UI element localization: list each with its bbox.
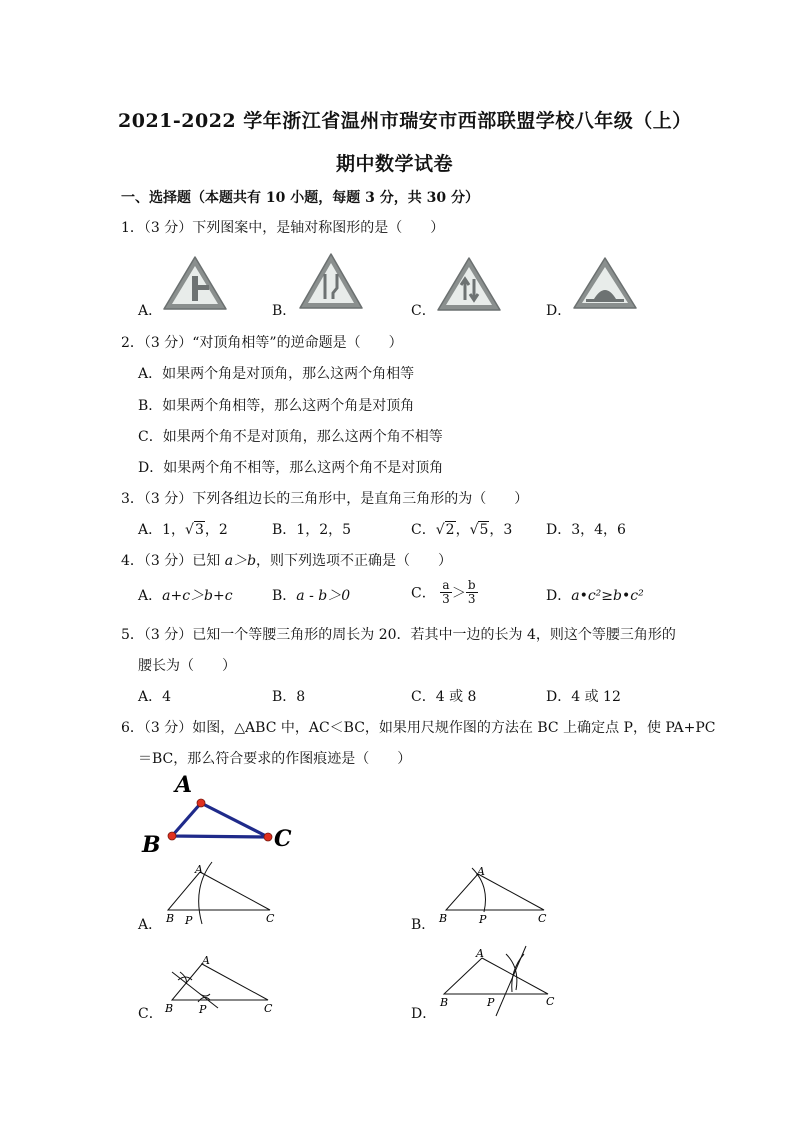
q6-option-d: D． <box>411 1006 437 1022</box>
fig-a-label-b: B <box>166 912 175 925</box>
q1-option-c: C． <box>411 303 436 319</box>
q4-a-expr: a+c＞b+c <box>162 588 233 604</box>
q3-a-suffix: ，2 <box>204 522 228 538</box>
fig-a-label-p: P <box>185 914 193 927</box>
q3-c-radicand2: 5 <box>479 522 489 538</box>
fig-d-label-a: A <box>476 947 484 960</box>
q5-option-a: A．4 <box>138 689 172 705</box>
traffic-sign-a-icon <box>162 255 228 311</box>
q5-stem-line1: 5．（3 分）已知一个等腰三角形的周长为 20．若其中一边的长为 4，则这个等腰三角形的 <box>121 627 676 643</box>
q4-c-num2: b <box>467 578 476 592</box>
q4-option-b <box>272 585 350 605</box>
q3-c-sep: ， <box>455 522 470 538</box>
q3-option-b: B．1，2，5 <box>272 522 352 538</box>
sqrt-symbol: √5 <box>469 522 489 538</box>
q6-option-c: C． <box>138 1006 163 1022</box>
q4-stem-condition: a＞b <box>224 553 257 569</box>
fig-c-label-c: C <box>264 1002 273 1015</box>
q4-a-label: A． <box>138 588 163 604</box>
q2-option-d: D．如果两个角不相等，那么这两个角不是对顶角 <box>138 460 444 476</box>
q3-c-suffix: ，3 <box>489 522 513 538</box>
section-heading: 一、选择题（本题共有 10 小题，每题 3 分，共 30 分） <box>121 190 479 206</box>
fraction-a-over-3 <box>440 579 452 606</box>
fraction-b-over-3 <box>466 579 478 606</box>
sqrt-symbol: √3 <box>185 522 204 538</box>
fig-c-label-b: B <box>165 1002 174 1015</box>
q4-c-den2: 3 <box>467 592 476 606</box>
q3-stem: 3．（3 分）下列各组边长的三角形中，是直角三角形的为（ ） <box>121 491 529 507</box>
fig-c-label-p: P <box>199 1003 207 1016</box>
fig-d-label-b: B <box>440 996 449 1009</box>
q3-a-prefix: A．1， <box>138 522 186 538</box>
q2-option-c: C．如果两个角不是对顶角，那么这两个角不相等 <box>138 429 443 445</box>
construction-a-figure <box>160 860 290 930</box>
q3-option-c <box>411 519 512 539</box>
q5-option-b: B．8 <box>272 689 306 705</box>
fig-c-label-a: A <box>202 954 210 967</box>
construction-b-figure <box>434 860 564 930</box>
q4-d-label: D． <box>546 588 572 604</box>
fig-b-label-c: C <box>538 912 547 925</box>
q5-option-c: C．4 或 8 <box>411 689 477 705</box>
q3-c-prefix: C． <box>411 522 436 538</box>
q3-c-radicand1: 2 <box>445 522 455 538</box>
fig-b-label-b: B <box>439 912 448 925</box>
traffic-sign-c-icon <box>436 256 502 312</box>
construction-d-figure <box>434 940 564 1020</box>
vertex-label-c: C <box>274 826 292 852</box>
q4-b-label: B． <box>272 588 297 604</box>
q3-a-radicand: 3 <box>194 522 204 538</box>
q4-c-relation: ＞ <box>451 585 466 602</box>
fig-d-label-p: P <box>487 996 495 1009</box>
q6-option-a: A． <box>138 917 163 933</box>
fig-b-label-a: A <box>477 865 485 878</box>
q1-stem: 1．（3 分）下列图案中，是轴对称图形的是（ ） <box>121 220 445 236</box>
q6-option-b: B． <box>411 917 436 933</box>
traffic-sign-b-icon <box>298 252 364 310</box>
q4-c-label: C． <box>411 585 436 602</box>
q1-option-d: D． <box>546 303 572 319</box>
q4-option-c <box>411 579 478 606</box>
construction-c-figure <box>160 950 290 1020</box>
q6-stem-line2: ＝BC，那么符合要求的作图痕迹是（ ） <box>138 751 412 767</box>
q4-stem-prefix: 4．（3 分）已知 <box>121 553 225 569</box>
vertex-label-a: A <box>175 772 193 798</box>
q5-option-d: D．4 或 12 <box>546 689 621 705</box>
sqrt-symbol: √2 <box>435 522 455 538</box>
vertex-label-b: B <box>142 832 161 858</box>
q4-c-num1: a <box>440 579 452 593</box>
fig-d-label-c: C <box>546 995 555 1008</box>
q6-stem-line1: 6．（3 分）如图，△ABC 中，AC＜BC，如果用尺规作图的方法在 BC 上确定点 P，使 PA+PC <box>121 720 716 736</box>
q2-stem: 2．（3 分）“对顶角相等”的逆命题是（ ） <box>121 335 403 351</box>
page-title-line1: 2021-2022 学年浙江省温州市瑞安市西部联盟学校八年级（上） <box>118 110 692 132</box>
fig-a-label-c: C <box>266 912 275 925</box>
q2-option-b: B．如果两个角相等，那么这两个角是对顶角 <box>138 398 415 414</box>
q4-b-expr: a - b＞0 <box>296 588 351 604</box>
q4-option-a <box>138 585 233 605</box>
q4-d-expr: a•c²≥b•c² <box>571 588 644 604</box>
traffic-sign-d-icon <box>572 256 638 310</box>
q3-option-d: D．3，4，6 <box>546 522 626 538</box>
q4-stem <box>121 550 452 570</box>
q3-option-a <box>138 519 228 539</box>
triangle-abc-figure <box>140 770 300 860</box>
q2-option-a: A．如果两个角是对顶角，那么这两个角相等 <box>138 366 415 382</box>
q4-stem-suffix: ，则下列选项不正确是（ ） <box>256 553 453 569</box>
q4-c-den1: 3 <box>442 592 450 606</box>
q5-stem-line2: 腰长为（ ） <box>138 658 236 674</box>
q1-option-a: A． <box>138 303 163 319</box>
q4-option-d <box>546 585 644 605</box>
page-title-line2: 期中数学试卷 <box>336 153 454 175</box>
fig-a-label-a: A <box>195 863 203 876</box>
fig-b-label-p: P <box>479 913 487 926</box>
q1-option-b: B． <box>272 303 297 319</box>
